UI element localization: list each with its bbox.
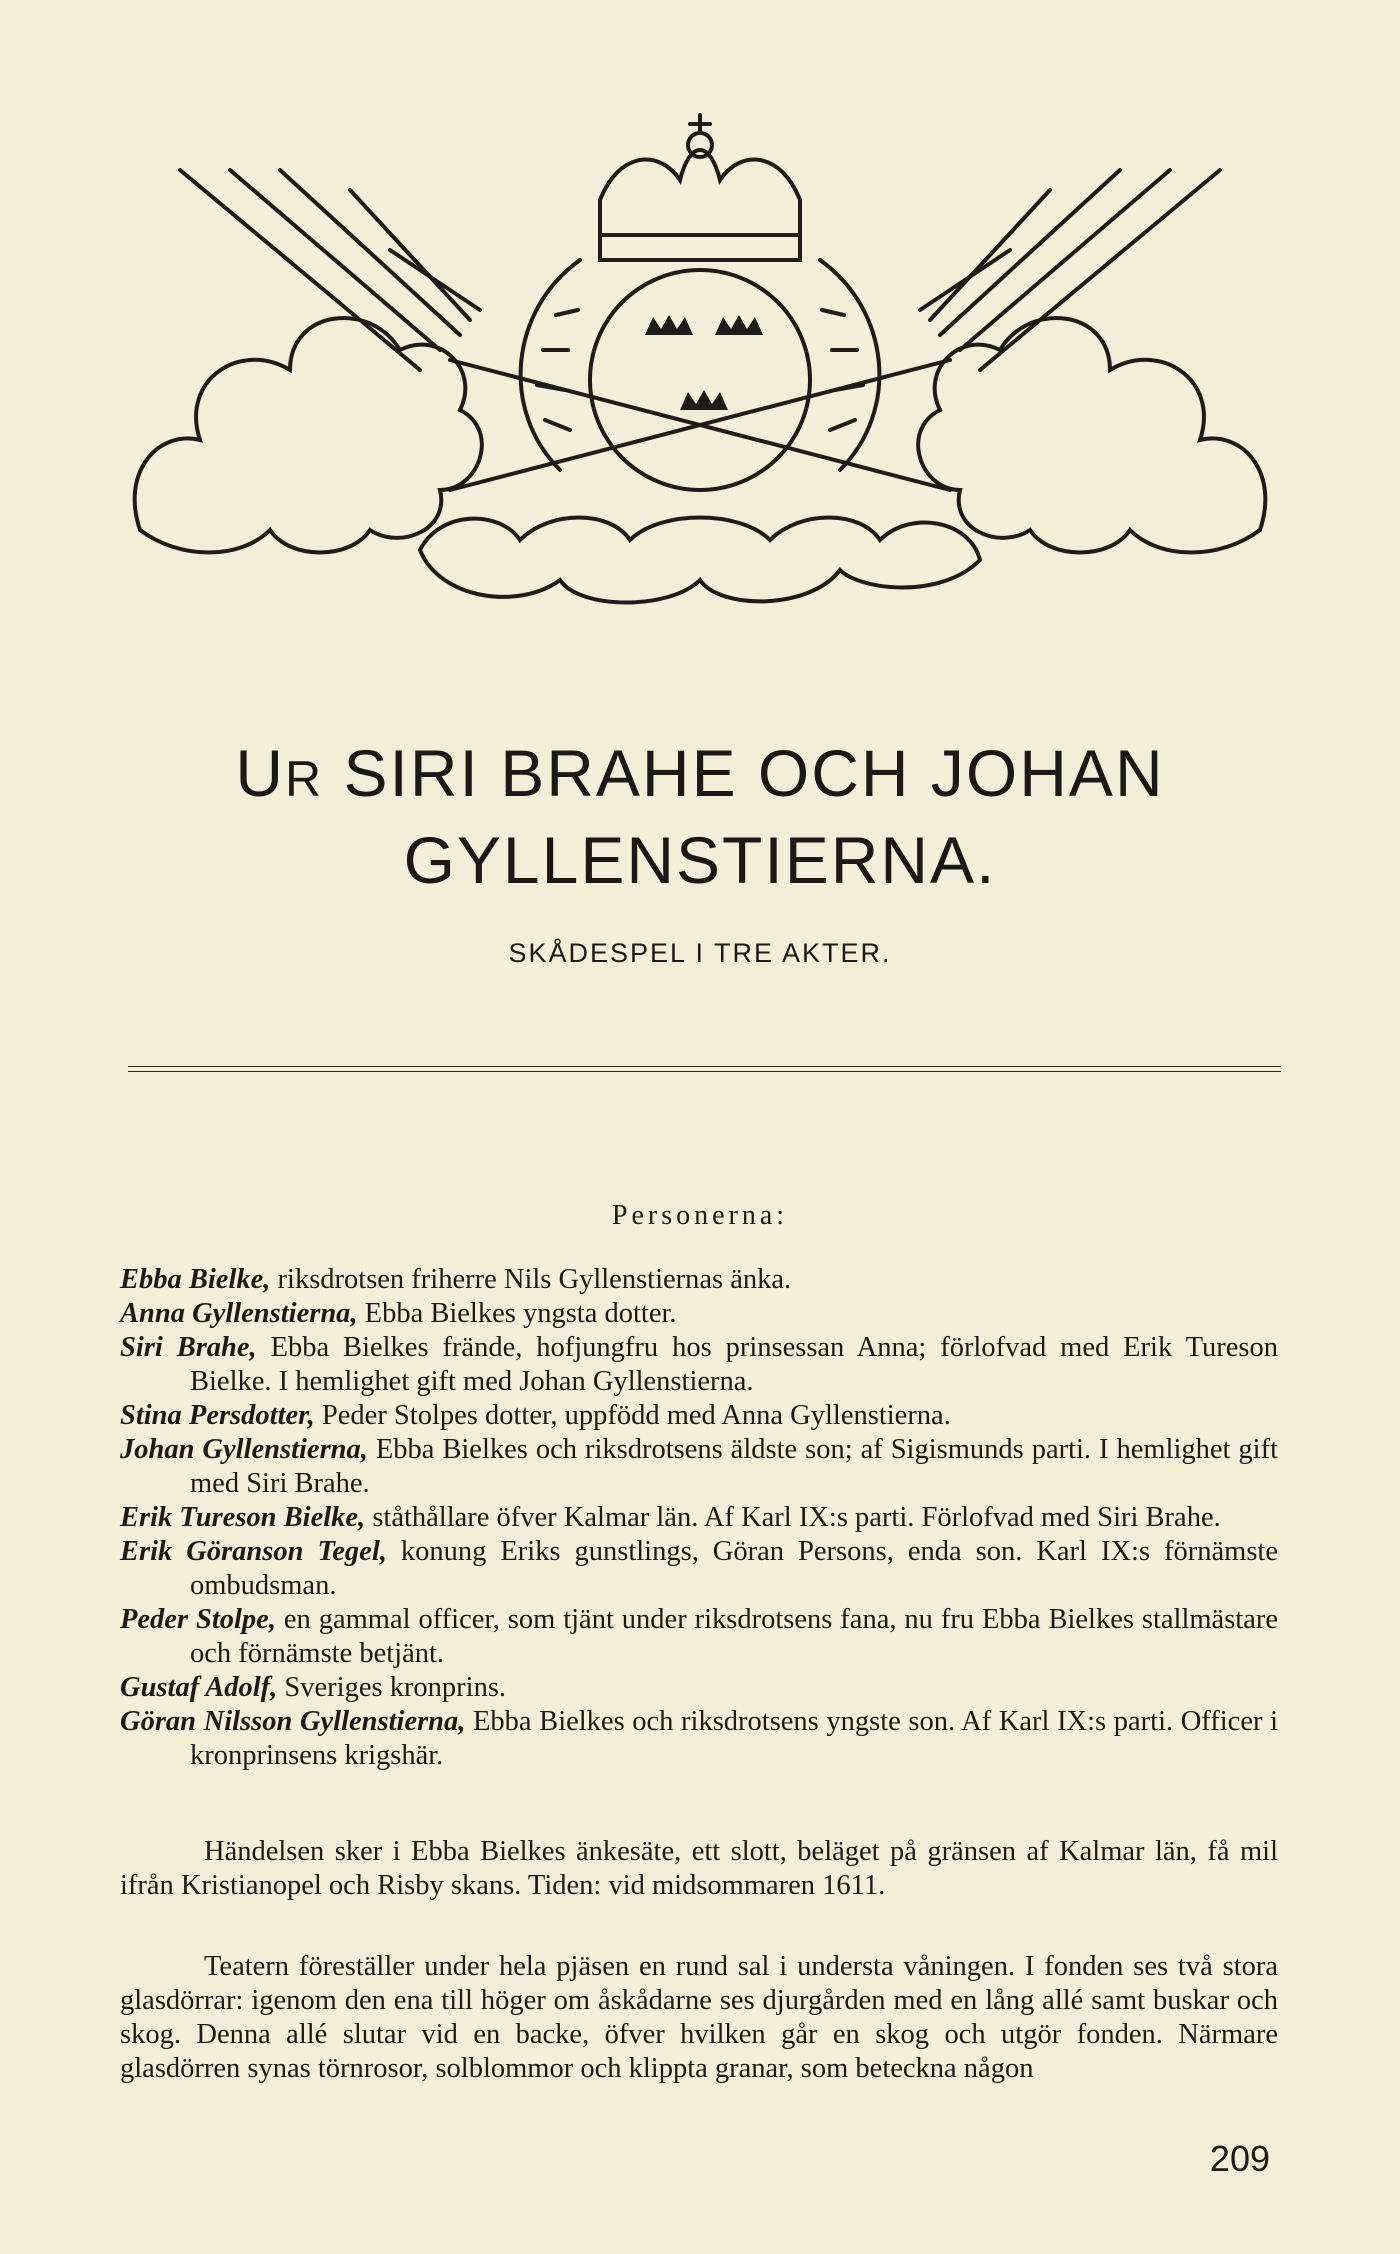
title-line-2: GYLLENSTIERNA. [403,823,997,897]
cast-entry [120,1297,1278,1331]
cast-description: Sveriges kronprins. [277,1672,507,1703]
cast-description: Ebba Bielkes yngsta dotter. [357,1298,677,1329]
coat-of-arms-vignette-icon [120,110,1280,640]
cast-name: Erik Tureson Bielke, [120,1502,366,1533]
cast-description: Peder Stolpes dotter, uppfödd med Anna Gyllenstierna. [314,1400,951,1431]
stage-direction-paragraph: Teatern föreställer under hela pjäsen en rund sal i understa våningen. I fonden ses två stora glasdörrar: igenom den ena till höger om åskådarne ses djurgården med en lång allé samt buskar och skog. Denna allé slutar vid en backe, öfver hvilken går en skog och utgör fonden. Närmare glasdörren synas törnrosor, solblommor och klippta granar, som beteckna någon [120,1951,1278,2084]
cast-name: Stina Persdotter, [120,1400,315,1431]
cast-entry [120,1399,1278,1433]
cast-description: Ebba Bielkes och riksdrotsens yngste son. Af Karl IX:s parti. Officer i kronprinsens krigshär. [190,1706,1279,1771]
cast-description: Ebba Bielkes och riksdrotsens äldste son; af Sigismunds parti. I hemlighet gift med Siri Brahe. [190,1434,1278,1499]
cast-description: ståthållare öfver Kalmar län. Af Karl IX:s parti. Förlofvad med Siri Brahe. [365,1502,1221,1533]
title-initial: U [235,736,286,810]
cast-description: en gammal officer, som tjänt under riksdrotsens fana, nu fru Ebba Bielkes stallmästare och förnämste betjänt. [190,1604,1278,1669]
cast-name: Johan Gyllenstierna, [120,1434,368,1465]
title-main-text: SIRI BRAHE OCH JOHAN [343,736,1165,810]
cast-description: riksdrotsen friherre Nils Gyllenstiernas änka. [270,1264,792,1295]
cast-entry [120,1331,1278,1399]
cast-name: Göran Nilsson Gyllenstierna, [120,1706,466,1737]
cast-entry [120,1263,1278,1297]
cast-entry [120,1433,1278,1501]
cast-entry [120,1535,1278,1603]
cast-name: Peder Stolpe, [120,1604,276,1635]
cast-list [120,1263,1278,1773]
cast-entry [120,1603,1278,1671]
cast-name: Ebba Bielke, [120,1264,271,1295]
divider-rule [128,1066,1281,1067]
title-small-caps: R [285,751,324,807]
subtitle: SKÅDESPEL I TRE AKTER. [508,938,892,968]
title-line-1 [0,735,1400,811]
cast-name: Erik Göranson Tegel, [120,1536,387,1567]
cast-name: Siri Brahe, [120,1332,257,1363]
cast-description: Ebba Bielkes frände, hofjungfru hos prinsessan Anna; förlofvad med Erik Tureson Bielke. I hemlighet gift med Johan Gyllenstierna. [190,1332,1278,1397]
cast-name: Gustaf Adolf, [120,1672,278,1703]
cast-entry [120,1705,1278,1773]
page-number: 209 [1209,2138,1270,2179]
cast-entry [120,1671,1278,1705]
setting-paragraph: Händelsen sker i Ebba Bielkes änkesäte, ett slott, beläget på gränsen af Kalmar län, få mil ifrån Kristianopel och Risby skans. Tiden: vid midsommaren 1611. [120,1836,1278,1901]
cast-description: konung Eriks gunstlings, Göran Persons, enda son. Karl IX:s förnämste ombudsman. [190,1536,1278,1601]
cast-entry [120,1501,1278,1535]
cast-name: Anna Gyllenstierna, [120,1298,358,1329]
cast-heading: Personerna: [611,1200,789,1231]
divider-rule [128,1071,1281,1072]
